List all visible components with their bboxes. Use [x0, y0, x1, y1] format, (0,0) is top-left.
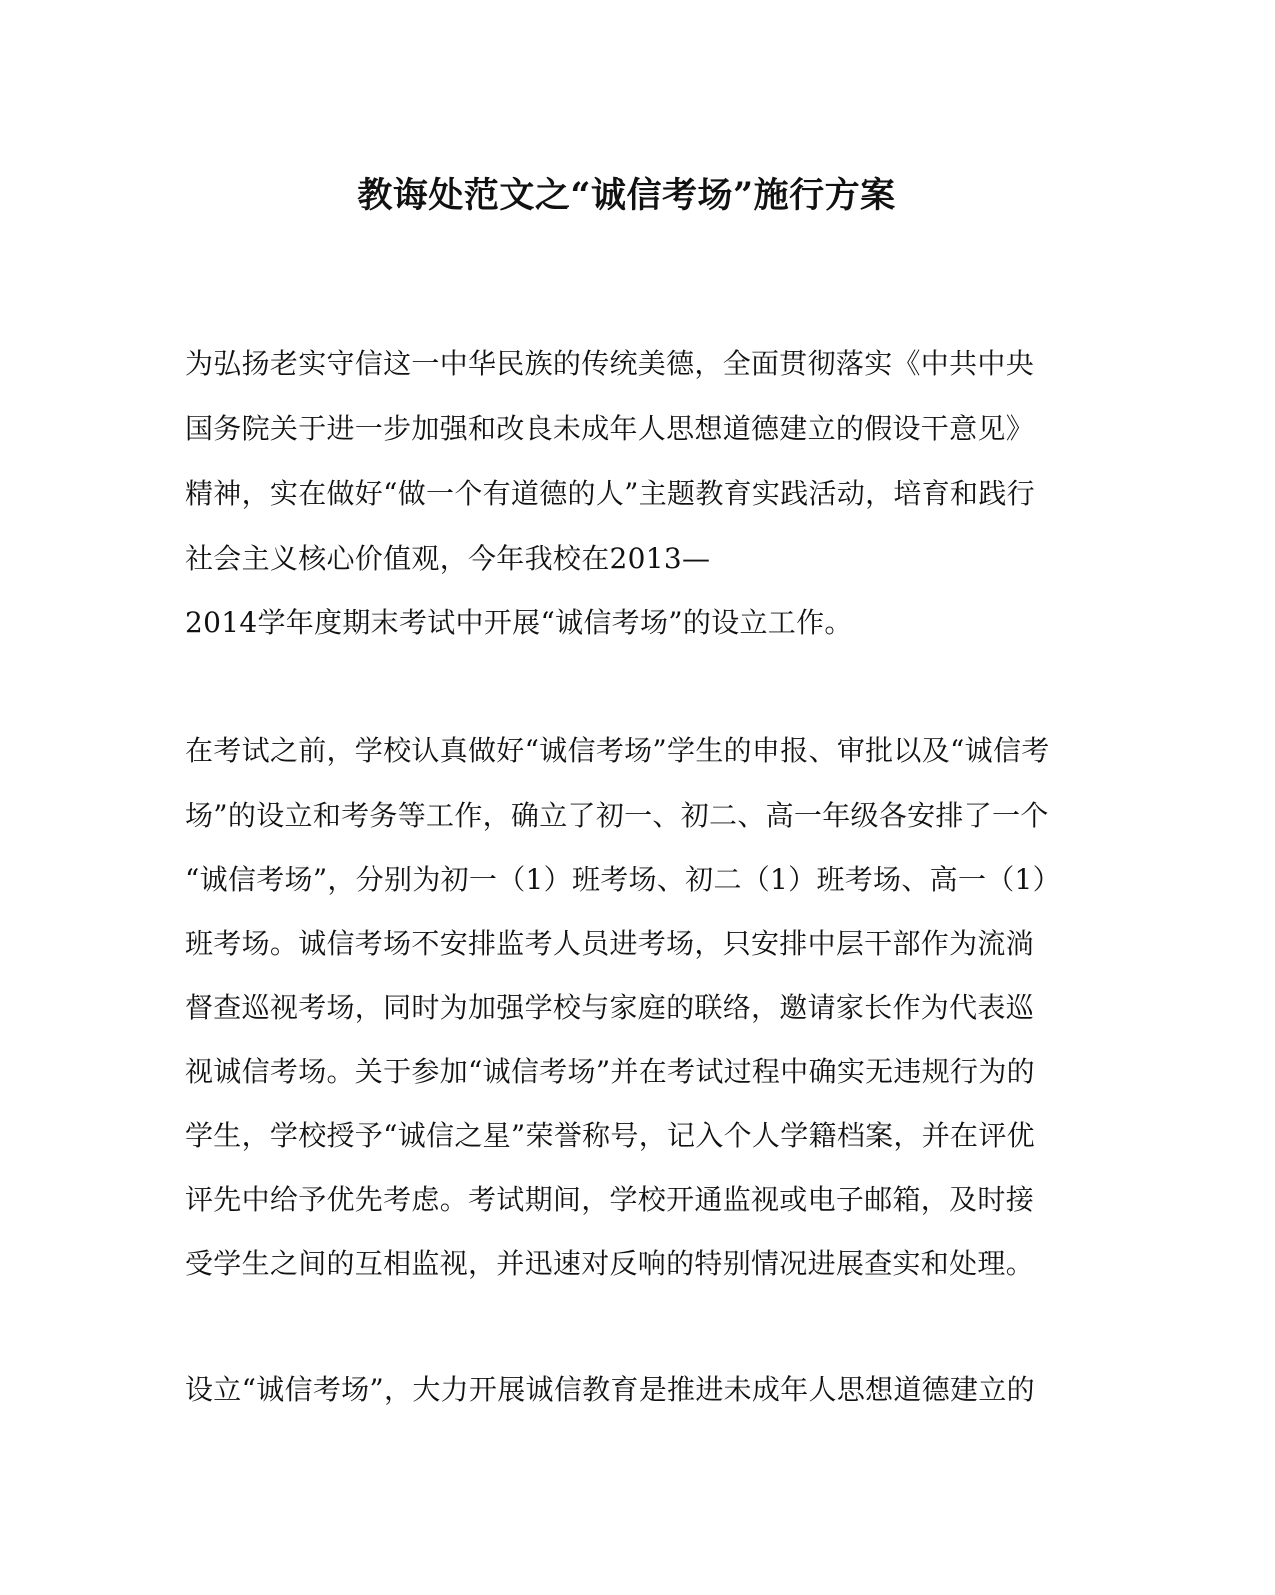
- paragraph-2-line: 场”的设立和考务等工作，确立了初一、初二、高一年级各安排了一个: [185, 799, 1049, 832]
- document-title: 教诲处范文之“诚信考场”施行方案: [357, 175, 896, 216]
- paragraph-1-line: 精神，实在做好“做一个有道德的人”主题教育实践活动，培育和践行: [185, 477, 1035, 510]
- paragraph-2-line: “诚信考场”，分别为初一（1）班考场、初二（1）班考场、高一（1）: [185, 863, 1061, 896]
- paragraph-3-line: 设立“诚信考场”，大力开展诚信教育是推进未成年人思想道德建立的: [185, 1373, 1035, 1406]
- paragraph-1-line: 2014学年度期末考试中开展“诚信考场”的设立工作。: [185, 606, 853, 639]
- paragraph-2-line: 班考场。诚信考场不安排监考人员进考场，只安排中层干部作为流淌: [185, 927, 1035, 960]
- paragraph-2-line: 视诚信考场。关于参加“诚信考场”并在考试过程中确实无违规行为的: [185, 1055, 1035, 1088]
- paragraph-2-line: 评先中给予优先考虑。考试期间，学校开通监视或电子邮箱，及时接: [185, 1183, 1035, 1216]
- paragraph-1-line: 社会主义核心价值观，今年我校在2013—: [185, 542, 711, 575]
- paragraph-2-line: 督查巡视考场，同时为加强学校与家庭的联络，邀请家长作为代表巡: [185, 991, 1035, 1024]
- paragraph-2-line: 受学生之间的互相监视，并迅速对反响的特别情况进展查实和处理。: [185, 1247, 1035, 1280]
- paragraph-2-line: 学生，学校授予“诚信之星”荣誉称号，记入个人学籍档案，并在评优: [185, 1119, 1035, 1152]
- paragraph-1-line: 国务院关于进一步加强和改良未成年人思想道德建立的假设干意见》: [185, 412, 1035, 445]
- paragraph-1-line: 为弘扬老实守信这一中华民族的传统美德，全面贯彻落实《中共中央: [185, 347, 1035, 380]
- paragraph-2-line: 在考试之前，学校认真做好“诚信考场”学生的申报、审批以及“诚信考: [185, 734, 1050, 767]
